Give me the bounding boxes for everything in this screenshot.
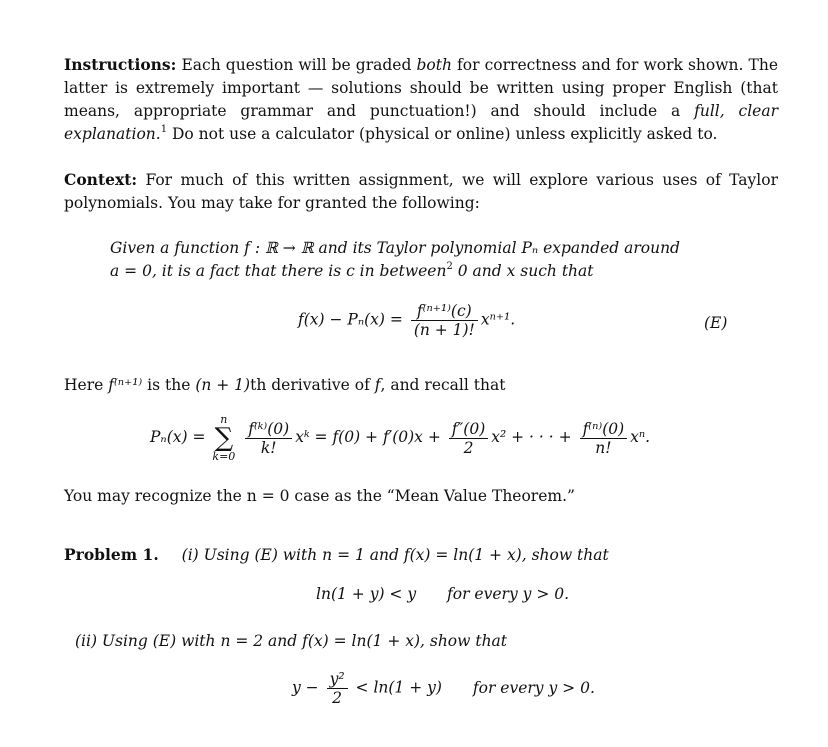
footnote-marker-2: 2 bbox=[446, 260, 453, 272]
instructions-text-3: Do not use a calculator (physical or online) unless explicitly asked to. bbox=[167, 125, 718, 143]
problem-part-i: (i) Using (E) with n = 1 and f(x) = ln(1 + x), show that bbox=[181, 546, 609, 564]
equation-lhs: f(x) − Pₙ(x) = bbox=[298, 310, 403, 329]
term2-numerator: f″(0) bbox=[449, 420, 488, 439]
note-function: f bbox=[374, 376, 381, 394]
problem-label: Problem 1. bbox=[64, 545, 159, 564]
term1-denominator: k! bbox=[260, 438, 277, 457]
inequality-i-condition: for every y > 0. bbox=[447, 585, 570, 603]
theorem-line-2: a = 0, it is a fact that there is c in between bbox=[110, 262, 447, 280]
equation-rhs: xⁿ⁺¹. bbox=[480, 310, 516, 329]
inequality-ii-lhs: < ln(1 + y) bbox=[355, 678, 442, 697]
instructions-text-2: for correctness and for work shown. The latter is extremely important — solutions should be written using proper English (that means, appropriate grammar and punctuation!) and should include a bbox=[64, 56, 778, 120]
term1-expansion: xᵏ = f(0) + f′(0)x + bbox=[295, 428, 441, 446]
sum-lower: k=0 bbox=[212, 450, 236, 463]
note-text-4: , and recall that bbox=[380, 376, 506, 394]
instructions-label: Instructions: bbox=[64, 55, 177, 74]
term3-denominator: n! bbox=[595, 438, 612, 457]
instructions-both: both bbox=[416, 56, 452, 74]
theorem-line-1: Given a function f : ℝ → ℝ and its Taylor polynomial Pₙ expanded around bbox=[110, 239, 680, 257]
summation bbox=[212, 414, 235, 462]
term3-expansion: xⁿ. bbox=[630, 428, 651, 446]
term2-expansion: x² + · · · + bbox=[491, 428, 572, 446]
inequality-ii-condition: for every y > 0. bbox=[472, 678, 595, 697]
note-order: (n + 1) bbox=[195, 376, 251, 394]
note-text-3: th derivative of bbox=[250, 376, 375, 394]
mvt-note: You may recognize the n = 0 case as the “Mean Value Theorem.” bbox=[64, 487, 575, 505]
context-text: For much of this written assignment, we will explore various uses of Taylor polynomials. You may take for granted the following: bbox=[64, 171, 778, 212]
inequality-ii-denominator: 2 bbox=[332, 689, 343, 707]
instructions-emphasis: full, clear explanation. bbox=[64, 102, 778, 143]
instructions-paragraph bbox=[64, 53, 778, 146]
taylor-lhs: Pₙ(x) = bbox=[150, 428, 206, 446]
equation-E bbox=[298, 302, 515, 339]
problem-part-ii: (ii) Using (E) with n = 2 and f(x) = ln(1 + x), show that bbox=[75, 632, 508, 650]
theorem-line-2-end: 0 and x such that bbox=[452, 262, 594, 280]
term3-numerator: f⁽ⁿ⁾(0) bbox=[580, 420, 628, 439]
equation-denominator: (n + 1)! bbox=[413, 321, 475, 339]
footnote-marker-1: 1 bbox=[160, 123, 168, 135]
context-paragraph bbox=[64, 168, 778, 215]
inequality-i bbox=[316, 585, 569, 603]
inequality-ii-numerator: y² bbox=[327, 670, 348, 689]
sum-upper: n bbox=[220, 413, 228, 426]
instructions-text: Each question will be graded bbox=[176, 56, 417, 74]
term1-numerator: f⁽ᵏ⁾(0) bbox=[245, 420, 292, 439]
note-text: Here bbox=[64, 376, 109, 394]
taylor-polynomial-formula bbox=[150, 414, 650, 462]
derivative-note bbox=[64, 374, 778, 397]
theorem-statement bbox=[110, 237, 680, 283]
note-text-2: is the bbox=[142, 376, 196, 394]
term2-denominator: 2 bbox=[463, 438, 474, 457]
equation-tag: (E) bbox=[704, 314, 728, 332]
context-label: Context: bbox=[64, 170, 138, 189]
inequality-ii-y: y − bbox=[292, 678, 319, 697]
problem-1 bbox=[64, 543, 609, 567]
note-derivative: f⁽ⁿ⁺¹⁾ bbox=[108, 376, 143, 394]
sigma-symbol: ∑ bbox=[214, 423, 234, 453]
inequality-i-lhs: ln(1 + y) < y bbox=[316, 585, 417, 603]
equation-numerator: f⁽ⁿ⁺¹⁾(c) bbox=[411, 302, 478, 321]
inequality-ii bbox=[292, 670, 595, 707]
